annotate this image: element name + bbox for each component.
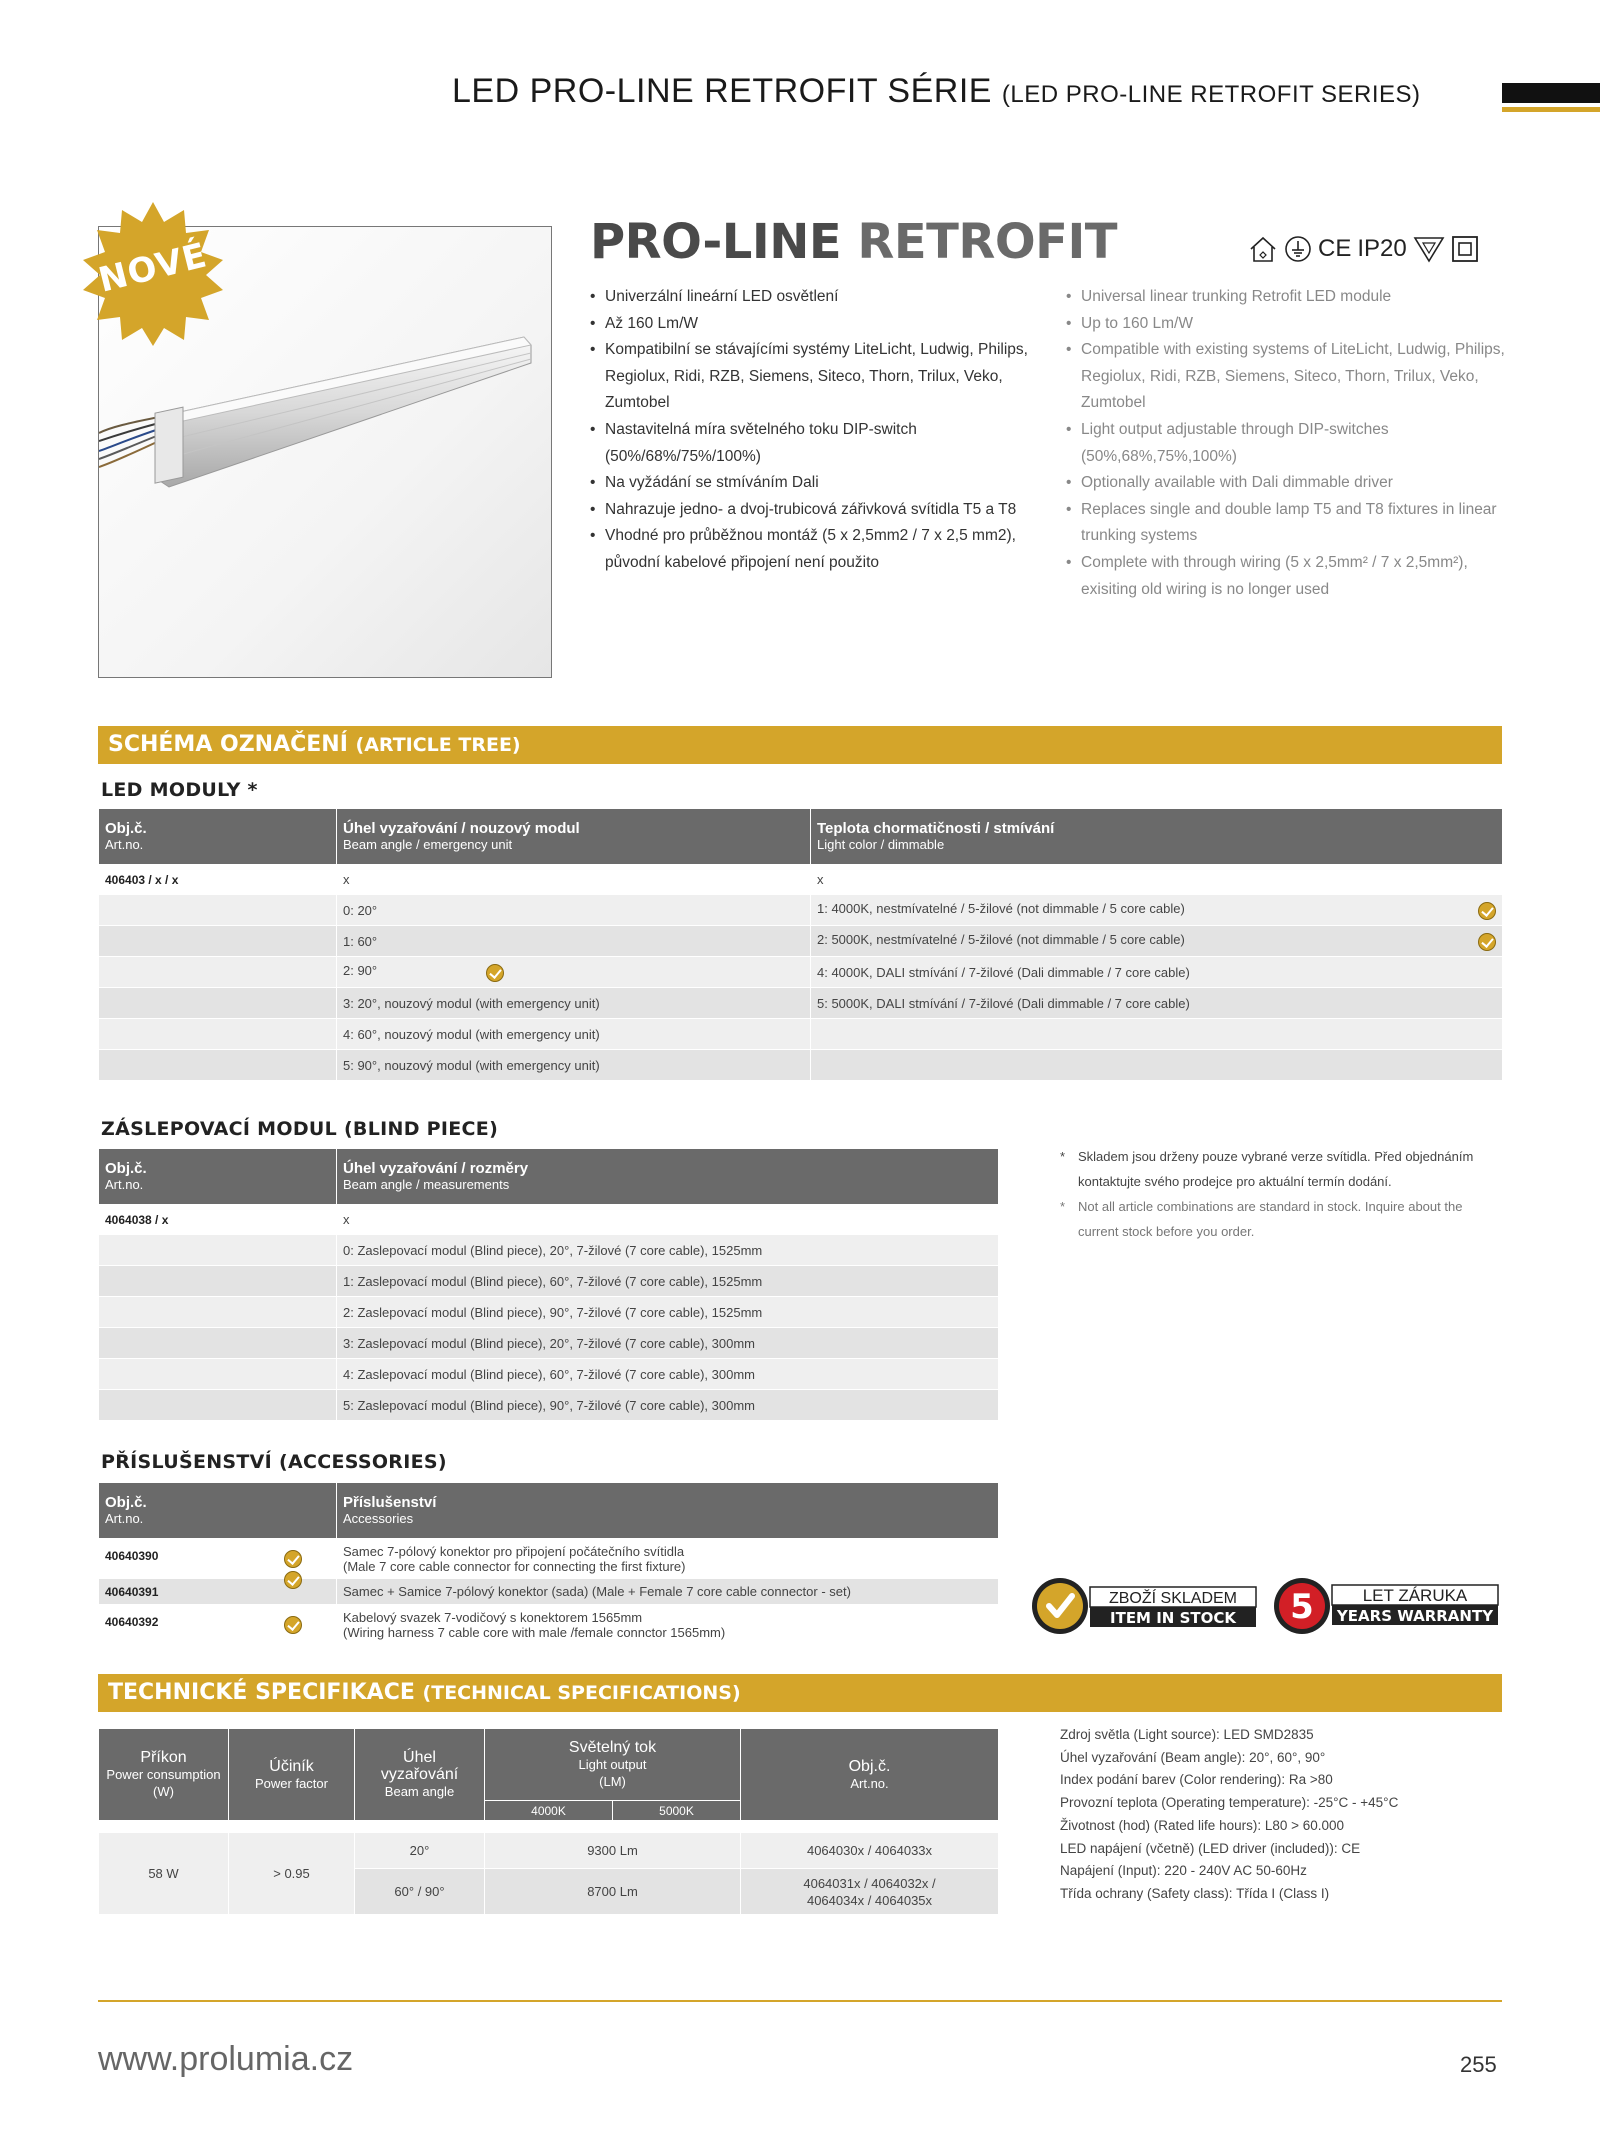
table-row — [99, 1359, 999, 1390]
col-header-accessory: Příslušenství Accessories — [337, 1483, 999, 1539]
in-stock-check-icon — [486, 964, 504, 982]
table-row — [99, 895, 1503, 926]
stock-badge-en: ITEM IN STOCK — [1110, 1609, 1236, 1627]
spec-line: Index podání barev (Color rendering): Ra >80 — [1060, 1772, 1333, 1788]
table-header-row — [99, 809, 1503, 865]
spec-line: Úhel vyzařování (Beam angle): 20°, 60°, 90° — [1060, 1749, 1326, 1765]
power-factor-cell: > 0.95 — [229, 1833, 355, 1915]
table-cell: x — [337, 865, 811, 895]
website-link[interactable]: www.prolumia.cz — [98, 2040, 354, 2078]
table-row — [99, 1235, 999, 1266]
feature-item: • Vhodné pro průběžnou montáž (5 x 2,5mm2 / 7 x 2,5 mm2), původní kabelové připojení není použito — [590, 523, 1050, 576]
col-header-beam: Úhel vyzařování Beam angle — [355, 1729, 485, 1821]
table-cell: 2: 5000K, nestmívatelné / 5-žilové (not dimmable / 5 core cable) — [811, 926, 1503, 957]
article-tree-section-bar — [98, 726, 1502, 764]
page-header — [452, 72, 1421, 111]
table-row — [99, 1390, 999, 1421]
col-header-color: Teplota chormatičnosti / stmívání Light color / dimmable — [811, 809, 1503, 865]
feature-item: • Kompatibilní se stávajícími systémy LiteLicht, Ludwig, Philips, Regiolux, Ridi, RZB, Siemens, Siteco, Thorn, Trilux, Veko, Zumtobel — [590, 337, 1050, 417]
product-title — [590, 214, 1117, 270]
table-cell: 1: 4000K, nestmívatelné / 5-žilové (not dimmable / 5 core cable) — [811, 895, 1503, 926]
accessories-table — [98, 1482, 999, 1645]
feature-item: • Light output adjustable through DIP-switches (50%,68%,75%,100%) — [1066, 417, 1526, 470]
table-row — [99, 1297, 999, 1328]
new-badge-label: NOVÉ — [94, 235, 212, 301]
flux-cell: 8700 Lm — [485, 1869, 741, 1915]
ip-rating: IP20 — [1357, 235, 1407, 262]
table-cell: 4: 4000K, DALI stmívání / 7-žilové (Dali dimmable / 7 core cable) — [811, 957, 1503, 988]
section-title: TECHNICKÉ SPECIFIKACE — [108, 1680, 415, 1705]
product-title-bold: PRO-LINE — [590, 214, 842, 270]
table-header-row — [99, 1729, 999, 1801]
table-cell — [99, 926, 337, 957]
table-header-row — [99, 1149, 999, 1205]
features-english-list — [1066, 284, 1526, 603]
blind-piece-heading: ZÁSLEPOVACÍ MODUL (BLIND PIECE) — [101, 1118, 499, 1140]
table-cell: 2: 90° — [337, 957, 811, 988]
art-number-cell: 40640391 — [99, 1579, 337, 1605]
note-czech: * Skladem jsou drženy pouze vybrané verze svítidla. Před objednáním kontaktujte svého prodejce pro aktuální termín dodání. — [1060, 1144, 1500, 1194]
table-cell: 5: 5000K, DALI stmívání / 7-žilové (Dali dimmable / 7 core cable) — [811, 988, 1503, 1019]
art-number-cell: 4064038 / x — [99, 1205, 337, 1235]
feature-item: • Nahrazuje jedno- a dvoj-trubicová zářivková svítidla T5 a T8 — [590, 497, 1050, 524]
table-cell: Samec + Samice 7-pólový konektor (sada) (Male + Female 7 core cable connector - set) — [337, 1579, 999, 1605]
led-modules-table — [98, 808, 1503, 1081]
led-modules-heading: LED MODULY * — [101, 779, 258, 801]
feature-item: • Univerzální lineární LED osvětlení — [590, 284, 1050, 311]
table-row — [99, 1579, 999, 1605]
in-stock-check-icon — [284, 1616, 302, 1634]
footer-divider — [98, 2000, 1502, 2002]
col-header-beam: Úhel vyzařování / nouzový modul Beam angle / emergency unit — [337, 809, 811, 865]
table-row — [99, 926, 1503, 957]
warranty-years: 5 — [1290, 1587, 1314, 1627]
col-header-art: Obj.č. Art.no. — [741, 1729, 999, 1821]
table-cell — [811, 1019, 1503, 1050]
spec-line: Provozní teplota (Operating temperature): -25°C - +45°C — [1060, 1795, 1399, 1811]
accessories-heading: PŘÍSLUŠENSTVÍ (ACCESSORIES) — [101, 1451, 447, 1473]
page-number: 255 — [1460, 2052, 1497, 2077]
table-cell: Kabelový svazek 7-vodičový s konektorem 1565mm (Wiring harness 7 cable core with male /female connctor 1565mm) — [337, 1605, 999, 1645]
cct-4000k-header: 4000K — [485, 1801, 613, 1821]
blind-piece-table — [98, 1148, 999, 1421]
art-cell: 4064031x / 4064032x / 4064034x / 4064035x — [741, 1869, 999, 1915]
in-stock-check-icon — [1478, 933, 1496, 951]
spec-line: Napájení (Input): 220 - 240V AC 50-60Hz — [1060, 1863, 1307, 1879]
table-row — [99, 1019, 1503, 1050]
table-cell — [99, 895, 337, 926]
spec-line: Životnost (hod) (Rated life hours): L80 > 60.000 — [1060, 1817, 1345, 1833]
table-header-row — [99, 1483, 999, 1539]
series-subtitle: (LED PRO-LINE RETROFIT SERIES) — [1001, 81, 1421, 108]
power-cell: 58 W — [99, 1833, 229, 1915]
feature-item: • Replaces single and double lamp T5 and T8 fixtures in linear trunking systems — [1066, 497, 1526, 550]
item-in-stock-badge — [1030, 1576, 1260, 1636]
beam-cell: 60° / 90° — [355, 1869, 485, 1915]
table-cell: 1: Zaslepovací modul (Blind piece), 60°, 7-žilové (7 core cable), 1525mm — [337, 1266, 999, 1297]
stock-badge-cz: ZBOŽÍ SKLADEM — [1108, 1590, 1238, 1607]
feature-item: • Na vyžádání se stmíváním Dali — [590, 470, 1050, 497]
table-row — [99, 1266, 999, 1297]
warranty-badge — [1272, 1576, 1502, 1636]
tech-specs-list — [1060, 1724, 1500, 1906]
cct-5000k-header: 5000K — [613, 1801, 741, 1821]
feature-item: • Až 160 Lm/W — [590, 311, 1050, 338]
table-cell: 2: Zaslepovací modul (Blind piece), 90°, 7-žilové (7 core cable), 1525mm — [337, 1297, 999, 1328]
table-cell: 5: 90°, nouzový modul (with emergency unit) — [337, 1050, 811, 1081]
table-cell — [99, 1019, 337, 1050]
table-cell: x — [811, 865, 1503, 895]
table-cell: 4: 60°, nouzový modul (with emergency unit) — [337, 1019, 811, 1050]
class-ii-insulation-icon — [1451, 235, 1479, 263]
table-cell: 3: Zaslepovací modul (Blind piece), 20°, 7-žilové (7 core cable), 300mm — [337, 1328, 999, 1359]
certification-icons — [1248, 232, 1479, 266]
table-row — [99, 1205, 999, 1235]
table-cell: x — [337, 1205, 999, 1235]
warranty-badge-en: YEARS WARRANTY — [1336, 1607, 1494, 1625]
table-cell: 4: Zaslepovací modul (Blind piece), 60°, 7-žilové (7 core cable), 300mm — [337, 1359, 999, 1390]
flux-cell: 9300 Lm — [485, 1833, 741, 1869]
spec-line: Třída ochrany (Safety class): Třída I (Class I) — [1060, 1885, 1330, 1901]
feature-item: • Up to 160 Lm/W — [1066, 311, 1526, 338]
note-english: * Not all article combinations are standard in stock. Inquire about the current stock before you order. — [1060, 1194, 1500, 1244]
mounting-surface-icon — [1413, 235, 1445, 263]
header-accent-bar — [1502, 83, 1600, 103]
col-header-art: Obj.č. Art.no. — [99, 1149, 337, 1205]
feature-item: • Universal linear trunking Retrofit LED module — [1066, 284, 1526, 311]
art-number-cell: 40640392 — [99, 1605, 337, 1645]
art-cell: 4064030x / 4064033x — [741, 1833, 999, 1869]
section-title-en: (ARTICLE TREE) — [355, 734, 521, 756]
table-cell: 3: 20°, nouzový modul (with emergency unit) — [337, 988, 811, 1019]
feature-item: • Optionally available with Dali dimmable driver — [1066, 470, 1526, 497]
in-stock-check-icon — [1478, 902, 1496, 920]
table-row — [99, 1050, 1503, 1081]
beam-cell: 20° — [355, 1833, 485, 1869]
spec-line: LED napájení (včetně) (LED driver (included)): CE — [1060, 1840, 1361, 1856]
section-title: SCHÉMA OZNAČENÍ — [108, 732, 348, 757]
in-stock-check-icon — [284, 1571, 302, 1589]
product-title-light: RETROFIT — [857, 214, 1118, 270]
ce-mark-icon: CE — [1318, 235, 1352, 262]
table-cell — [99, 957, 337, 988]
col-header-flux: Světelný tok Light output (LM) — [485, 1729, 741, 1801]
table-row — [99, 1328, 999, 1359]
art-number-cell: 406403 / x / x — [99, 865, 337, 895]
warranty-badge-cz: LET ZÁRUKA — [1362, 1586, 1468, 1605]
in-stock-check-icon — [284, 1550, 302, 1568]
header-accent-gold — [1502, 107, 1600, 112]
table-row — [99, 865, 1503, 895]
col-header-pf: Účiník Power factor — [229, 1729, 355, 1821]
col-header-power: Příkon Power consumption (W) — [99, 1729, 229, 1821]
tech-specs-table — [98, 1728, 999, 1915]
table-row — [99, 988, 1503, 1019]
table-row — [99, 957, 1503, 988]
features-czech-list — [590, 284, 1050, 577]
table-cell: 5: Zaslepovací modul (Blind piece), 90°, 7-žilové (7 core cable), 300mm — [337, 1390, 999, 1421]
protective-earth-icon — [1284, 235, 1312, 263]
feature-item: • Complete with through wiring (5 x 2,5mm² / 7 x 2,5mm²), exisiting old wiring is no longer used — [1066, 550, 1526, 603]
col-header-art: Obj.č. Art.no. — [99, 809, 337, 865]
col-header-art: Obj.č. Art.no. — [99, 1483, 337, 1539]
table-cell: 0: 20° — [337, 895, 811, 926]
indoor-use-icon — [1248, 235, 1278, 263]
table-cell: 1: 60° — [337, 926, 811, 957]
section-title-en: (TECHNICAL SPECIFICATIONS) — [422, 1682, 741, 1704]
col-header-beam: Úhel vyzařování / rozměry Beam angle / measurements — [337, 1149, 999, 1205]
table-cell — [99, 1050, 337, 1081]
stock-notes — [1060, 1144, 1500, 1244]
spec-line: Zdroj světla (Light source): LED SMD2835 — [1060, 1727, 1314, 1742]
table-cell: Samec 7-pólový konektor pro připojení počátečního svítidla (Male 7 core cable connector for connecting the first fixture) — [337, 1539, 999, 1579]
feature-item: • Compatible with existing systems of LiteLicht, Ludwig, Philips, Regiolux, Ridi, RZB, Siemens, Siteco, Thorn, Trilux, Veko, Zumtobel — [1066, 337, 1526, 417]
tech-specs-section-bar — [98, 1674, 1502, 1712]
table-row — [99, 1833, 999, 1869]
table-cell — [811, 1050, 1503, 1081]
table-cell: 0: Zaslepovací modul (Blind piece), 20°, 7-žilové (7 core cable), 1525mm — [337, 1235, 999, 1266]
table-row — [99, 1539, 999, 1579]
table-row — [99, 1605, 999, 1645]
table-cell — [99, 988, 337, 1019]
series-title: LED PRO-LINE RETROFIT SÉRIE — [452, 72, 992, 110]
feature-item: • Nastavitelná míra světelného toku DIP-switch (50%/68%/75%/100%) — [590, 417, 1050, 470]
art-number-cell: 40640390 — [99, 1539, 337, 1579]
